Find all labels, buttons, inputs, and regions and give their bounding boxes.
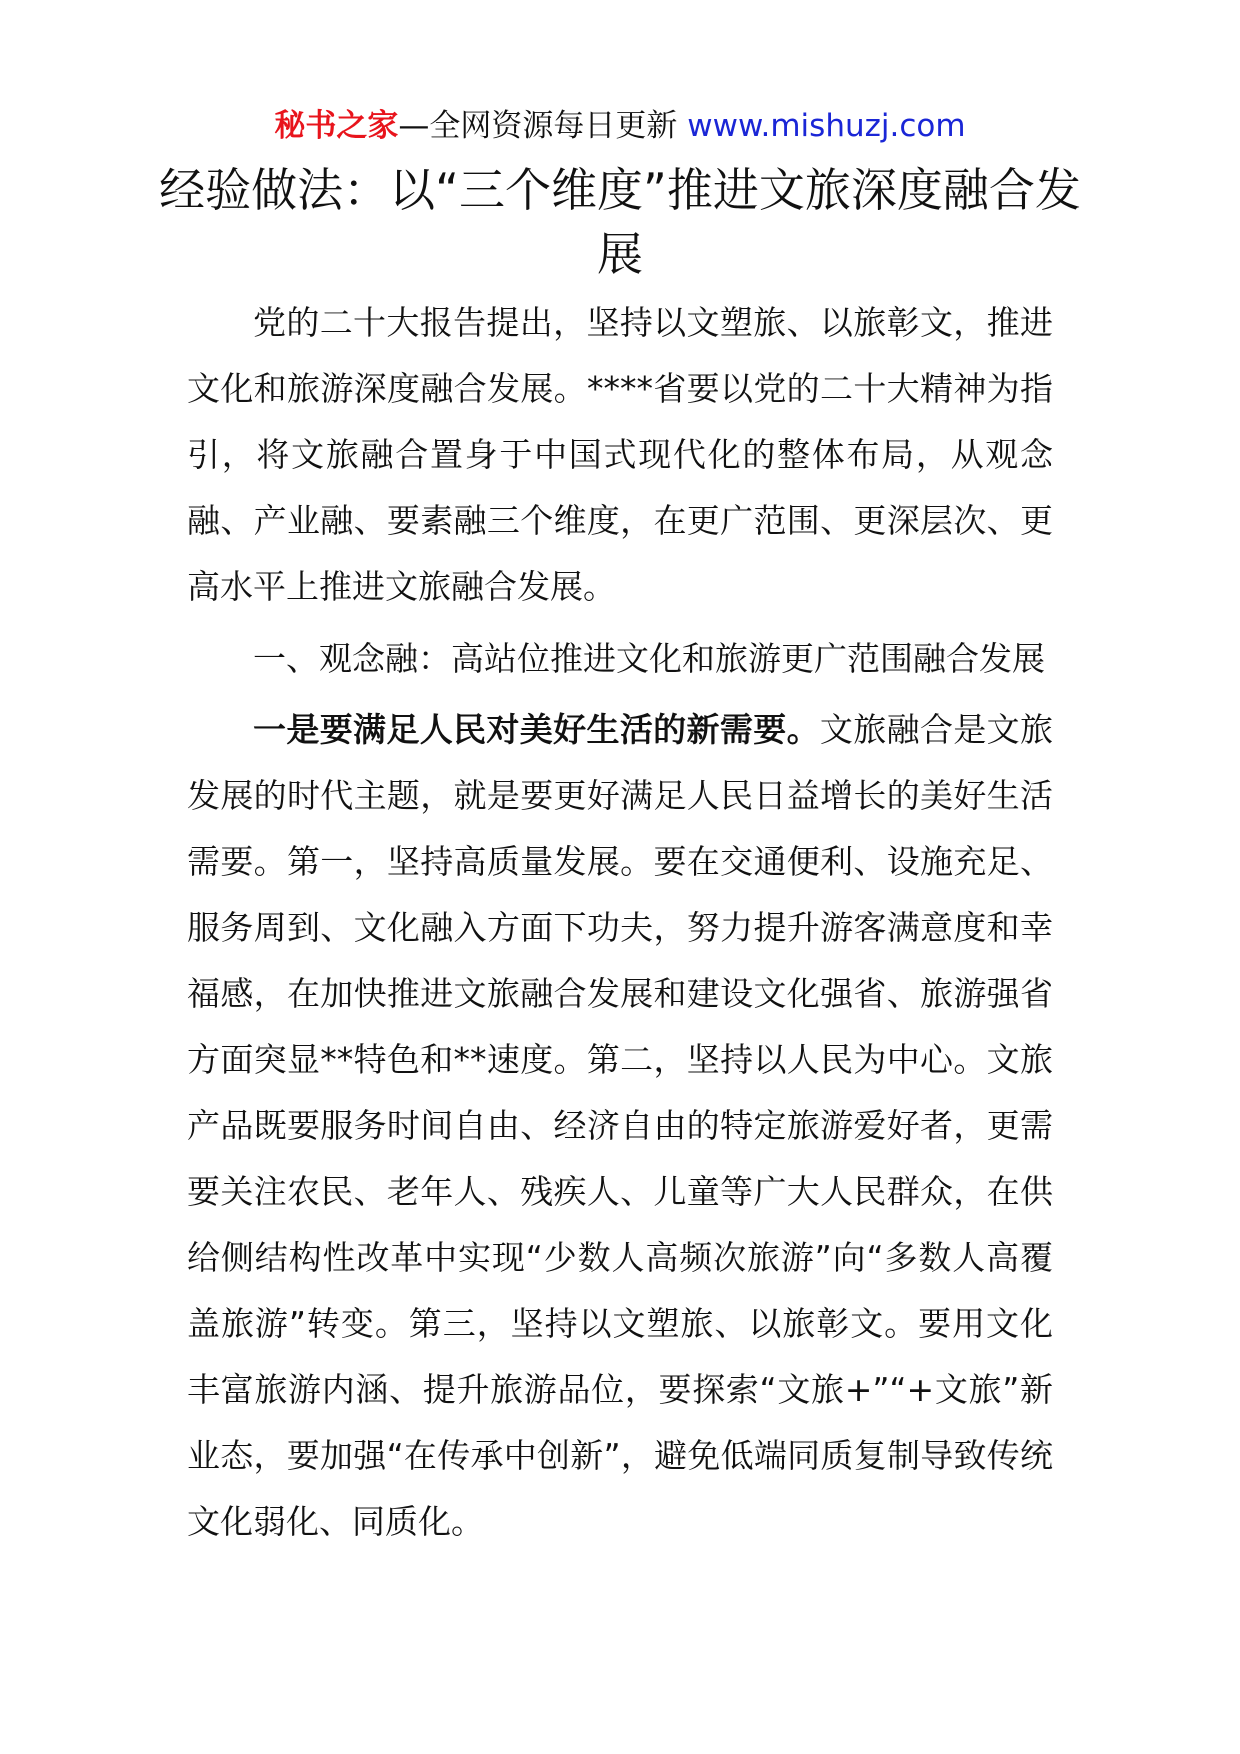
intro-paragraph — [187, 290, 1053, 620]
site-url-link[interactable]: www.mishuzj.com — [687, 108, 966, 144]
site-header — [0, 104, 1240, 148]
section-heading — [187, 626, 1053, 692]
site-name[interactable]: 秘书之家 — [274, 108, 399, 144]
paragraph-lead-sentence: 一是要满足人民对美好生活的新需要。 — [253, 710, 820, 749]
body-paragraph — [187, 697, 1053, 1555]
body-paragraph-text: 文旅融合是文旅发展的时代主题，就是要更好满足人民日益增长的美好生活需要。第一，坚持高质量发展。要在交通便利、设施充足、服务周到、文化融入方面下功夫，努力提升游客满意度和幸福感，在加快推进文旅融合发展和建设文化强省、旅游强省方面突显**特色和**速度。第二，坚持以人民为中心。文旅产品既要服务时间自由、经济自由的特定旅游爱好者，更需要关注农民、老年人、残疾人、儿童等广大人民群众，在供给侧结构性改革中实现“少数人高频次旅游”向“多数人高覆盖旅游”转变。第三，坚持以文塑旅、以旅彰文。要用文化丰富旅游内涵、提升旅游品位，要探索“文旅+”“+文旅”新业态，要加强“在传承中创新”，避免低端同质复制导致传统文化弱化、同质化。 — [187, 710, 1054, 1541]
document-body — [187, 290, 1053, 1561]
intro-paragraph-text: 党的二十大报告提出，坚持以文塑旅、以旅彰文，推进文化和旅游深度融合发展。****省要以党的二十大精神为指引，将文旅融合置身于中国式现代化的整体布局，从观念融、产业融、要素融三个维度，在更广范围、更深层次、更高水平上推进文旅融合发展。 — [187, 303, 1053, 606]
section-heading-text: 一、观念融：高站位推进文化和旅游更广范围融合发展 — [253, 639, 1045, 678]
document-title: 经验做法：以“三个维度”推进文旅深度融合发展 — [159, 163, 1081, 281]
site-tagline: —全网资源每日更新 — [398, 108, 678, 144]
